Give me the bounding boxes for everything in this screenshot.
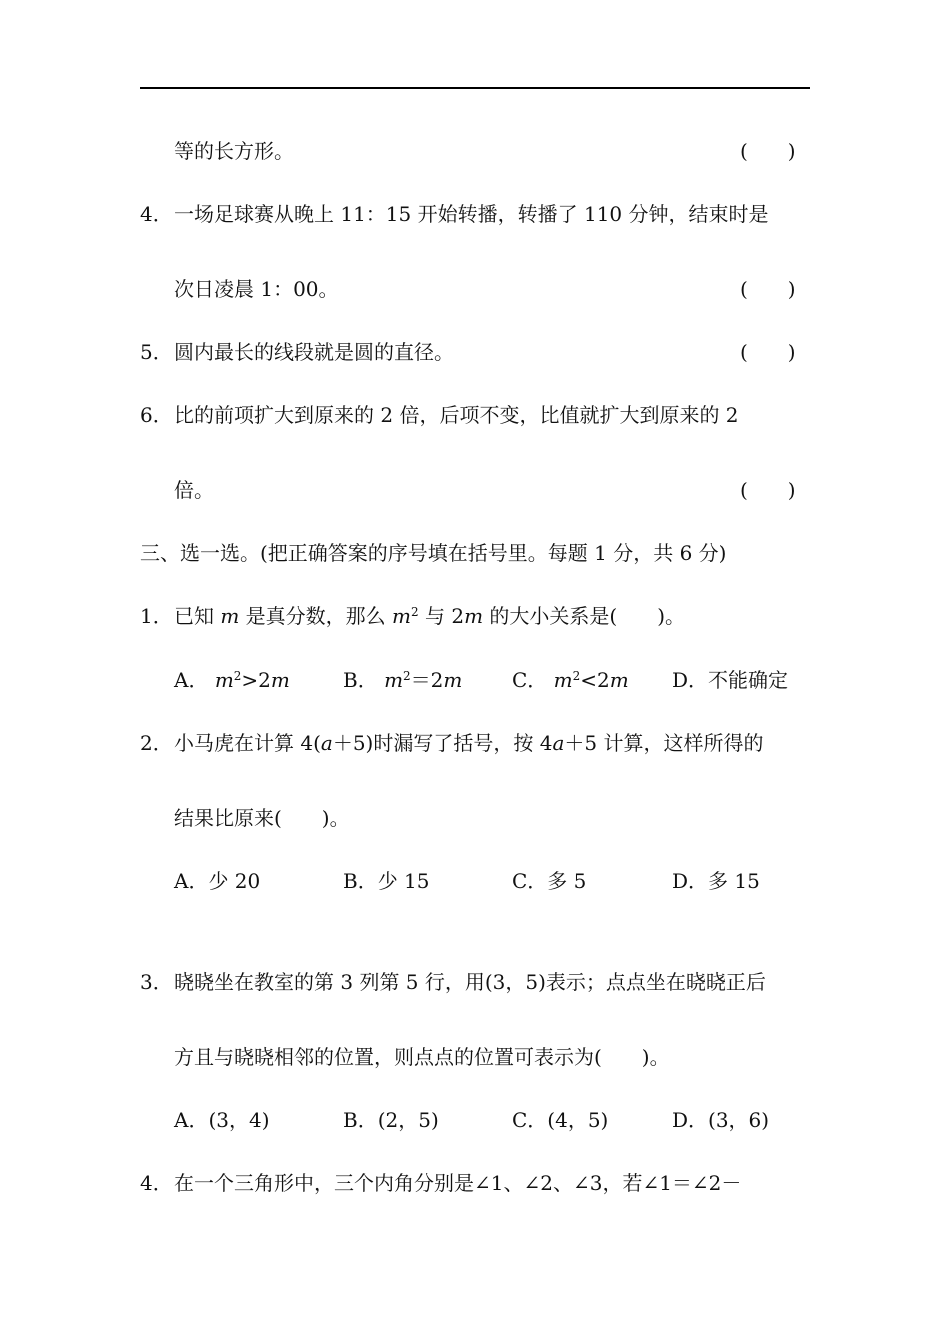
answer-blank[interactable]: ( )	[740, 340, 796, 364]
variable-m: m	[392, 604, 412, 628]
text-part: ＋5)时漏写了括号，按 4	[332, 731, 553, 755]
variable-m: m	[214, 668, 234, 692]
option-b[interactable]: B．(2，5)	[343, 1108, 439, 1132]
question-text: 结果比原来( )。	[174, 806, 350, 830]
variable-m: m	[464, 604, 484, 628]
option-d[interactable]: D．不能确定	[672, 668, 789, 692]
text-part: 的大小关系是( )。	[483, 604, 686, 628]
option-text: ＝2	[410, 668, 444, 692]
option-c[interactable]	[512, 666, 629, 694]
text-part: ＋5 计算，这样所得的	[564, 731, 764, 755]
answer-blank[interactable]: ( )	[740, 139, 796, 163]
variable-m: m	[553, 668, 573, 692]
question-number: 1．	[140, 604, 173, 628]
option-b[interactable]: B．少 15	[343, 869, 430, 893]
option-d[interactable]: D．(3，6)	[672, 1108, 770, 1132]
text-part: 是真分数，那么	[239, 604, 393, 628]
variable-m: m	[384, 668, 404, 692]
text-part: 小马虎在计算 4(	[174, 731, 321, 755]
option-b[interactable]	[343, 666, 462, 694]
question-number: 5．	[140, 340, 173, 364]
answer-blank[interactable]: ( )	[740, 277, 796, 301]
option-d[interactable]: D．多 15	[672, 869, 760, 893]
header-rule	[140, 87, 810, 89]
option-text: >2	[241, 668, 271, 692]
question-text: 一场足球赛从晚上 11：15 开始转播，转播了 110 分钟，结束时是	[174, 202, 769, 226]
variable-a: a	[552, 731, 565, 755]
question-text: 晓晓坐在教室的第 3 列第 5 行，用(3，5)表示；点点坐在晓晓正后	[174, 970, 766, 994]
section-heading: 三、选一选。(把正确答案的序号填在括号里。每题 1 分，共 6 分)	[140, 541, 727, 565]
exponent: 2	[403, 669, 411, 683]
question-text: 等的长方形。	[174, 139, 294, 163]
option-c[interactable]: C．多 5	[512, 869, 587, 893]
question-number: 2．	[140, 731, 173, 755]
variable-m: m	[443, 668, 463, 692]
exponent: 2	[572, 669, 581, 683]
variable-m: m	[220, 604, 240, 628]
option-a[interactable]: A．(3，4)	[174, 1108, 270, 1132]
exponent: 2	[233, 669, 242, 683]
question-text	[174, 602, 685, 630]
question-text: 圆内最长的线段就是圆的直径。	[174, 340, 454, 364]
variable-m: m	[270, 668, 290, 692]
question-number: 4．	[140, 202, 173, 226]
exponent: 2	[411, 605, 419, 619]
option-text: <2	[580, 668, 610, 692]
option-label: A．	[174, 668, 209, 692]
option-label: B．	[343, 668, 378, 692]
question-text: 在一个三角形中，三个内角分别是∠1、∠2、∠3，若∠1＝∠2－	[174, 1171, 742, 1195]
answer-blank[interactable]: ( )	[740, 478, 796, 502]
question-text: 比的前项扩大到原来的 2 倍，后项不变，比值就扩大到原来的 2	[174, 403, 739, 427]
text-part: 已知	[174, 604, 221, 628]
option-a[interactable]	[174, 666, 290, 694]
option-c[interactable]: C．(4，5)	[512, 1108, 609, 1132]
question-text: 次日凌晨 1：00。	[174, 277, 339, 301]
text-part: 与 2	[418, 604, 465, 628]
question-number: 4．	[140, 1171, 173, 1195]
question-number: 6．	[140, 403, 173, 427]
option-label: C．	[512, 668, 548, 692]
option-a[interactable]: A．少 20	[174, 869, 261, 893]
variable-a: a	[320, 731, 333, 755]
question-text: 方且与晓晓相邻的位置，则点点的位置可表示为( )。	[174, 1045, 670, 1069]
variable-m: m	[609, 668, 629, 692]
question-text: 倍。	[174, 478, 214, 502]
question-number: 3．	[140, 970, 173, 994]
question-text	[174, 729, 763, 757]
